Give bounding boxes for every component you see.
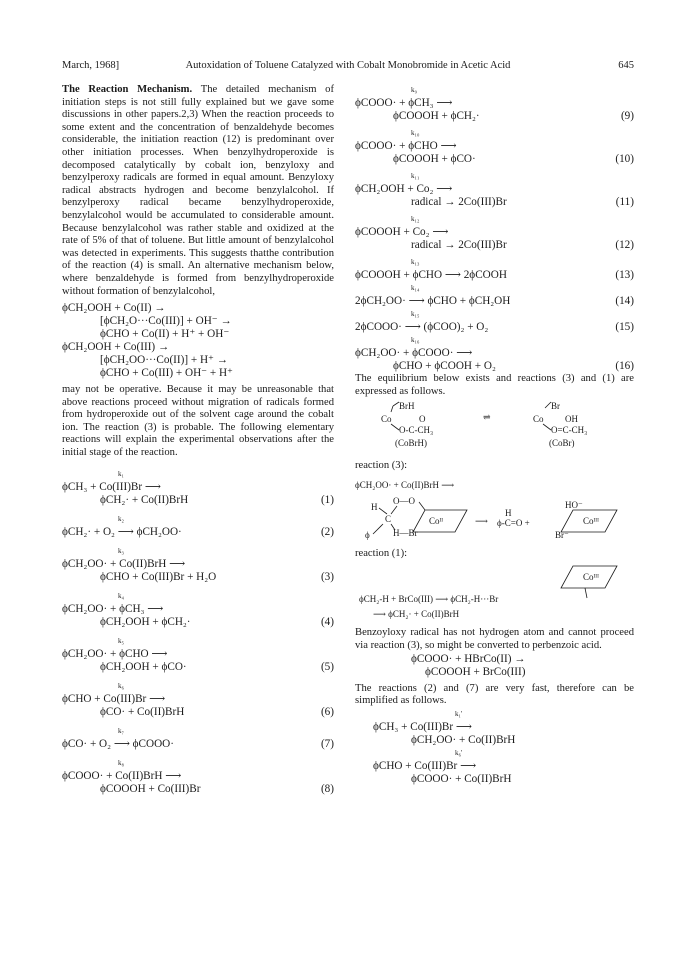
rxn-4-line-a: ϕCH₂OO· + ϕCH₃ ⟶ xyxy=(62,602,164,615)
svg-text:H—Br: H—Br xyxy=(393,527,418,538)
k16-label: k₁₆ xyxy=(411,336,420,344)
right-column xyxy=(355,84,634,786)
rxn-8-line-b: ϕCOOOH + Co(III)Br (8) xyxy=(100,782,334,795)
reaction1-scheme: ϕCH₂-H + BrCo(III) ⟶ ϕCH₂-H···Br xyxy=(359,594,499,605)
rxn-10-number: (10) xyxy=(615,153,634,165)
eq-brh-label: BrH xyxy=(399,401,415,412)
co2-label: Coᴵᴵ xyxy=(429,515,444,526)
k11-label: k₁₁ xyxy=(411,172,420,180)
rxn-7-line-a: ϕCO· + O₂ ⟶ ϕCOOO· (7) xyxy=(62,737,334,750)
k15-label: k₁₅ xyxy=(411,310,420,318)
k1p-label: k₁' xyxy=(455,709,463,718)
rxn-1-line-a: ϕCH₃ + Co(III)Br ⟶ xyxy=(62,480,161,493)
rxn-12-number: (12) xyxy=(615,239,634,251)
co3-label-r3: Coᴵᴵᴵ xyxy=(583,515,599,526)
header-date: March, 1968] xyxy=(62,60,120,71)
rxn-12-line-a: ϕCOOOH + Co₂ ⟶ xyxy=(355,226,449,238)
eq-oh-right: OH xyxy=(565,414,578,425)
perbenzoic-line-1: ϕCOOO· + HBrCo(II) → xyxy=(411,652,526,665)
k7-label: k₇ xyxy=(118,726,124,735)
alt-eq-1: ϕCH₂OOH + Co(II) → xyxy=(62,302,166,315)
svg-text:O—O: O—O xyxy=(393,495,415,506)
svg-text:C: C xyxy=(385,513,392,524)
rxn-6-number: (6) xyxy=(320,705,334,718)
rxn-4-number: (4) xyxy=(320,615,334,628)
simp-1-line-a: ϕCH₃ + Co(III)Br ⟶ xyxy=(373,720,472,733)
rxn-15-line-a: 2ϕCOOO· ⟶ (ϕCOO)₂ + O₂ (15) xyxy=(355,321,634,333)
cobr-label: (CoBr) xyxy=(549,438,575,449)
simp-2-line-b: ϕCOOO· + Co(II)BrH xyxy=(411,772,512,785)
co3-label-r1: Coᴵᴵᴵ xyxy=(583,572,599,583)
k2-label: k₂ xyxy=(118,514,124,523)
svg-text:H: H xyxy=(505,507,512,518)
rxn-11-line-b: radical → 2Co(III)Br (11) xyxy=(411,196,634,208)
rxn-15-number: (15) xyxy=(615,321,634,333)
rxn-1-line-b: ϕCH₂· + Co(II)BrH (1) xyxy=(100,493,334,506)
cobrh-label: (CoBrH) xyxy=(395,438,427,449)
alt-eq-3: ϕCHO + Co(II) + H⁺ + OH⁻ xyxy=(100,328,230,341)
alt-eq-6: ϕCHO + Co(III) + OH⁻ + H⁺ xyxy=(100,367,233,380)
rxn-2-number: (2) xyxy=(320,525,334,538)
section-heading: The Reaction Mechanism. xyxy=(62,84,193,95)
reaction3-scheme: ϕCH₂OO· + Co(II)BrH ⟶ xyxy=(355,479,455,490)
rxn-9-line-a: ϕCOOO· + ϕCH₃ ⟶ xyxy=(355,97,453,109)
rxn-13-number: (13) xyxy=(615,269,634,281)
k12-label: k₁₂ xyxy=(411,215,420,223)
eq-co-right: Co xyxy=(533,414,544,425)
svg-text:ϕ-C=O +: ϕ-C=O + xyxy=(497,517,530,528)
rxn-9-line-b: ϕCOOOH + ϕCH₂· (9) xyxy=(393,110,634,122)
reaction3-label: reaction (3): xyxy=(355,460,408,472)
eq-o-left: O xyxy=(419,414,426,425)
rxn-12-line-b: radical → 2Co(III)Br (12) xyxy=(411,239,634,251)
reaction1-structure xyxy=(355,562,634,606)
para1-text: The detailed mechanism of initiation steps is not still fully explained but we gave some discussions in other papers.2,3) When the reaction proceeds to some extent and the concentration of benzaldehyde becomes considerable, the initiation reaction (12) is predominant over other initiation processes. When benzylhydroperoxide is decomposed catalytically by cobalt ion, benzyloxy and benzylperoxy radicals are formed in equal amount. Benzyloxy radical abstracts hydrogen and become benzylalcohol. If benzylperoxy radical became benzylhydroperoxide, benzylalcohol would be accumulated to considerable amount. Because benzylalcohol was rather stable and oxidized at the rate of 5% of that of toluene. But little amount of benzylalcohol was detected in experiments. This suggests thatthe contribution of the reaction (4) is small. An alternative mechanism below, where benzaldehyde is formed from benzylhydroperoxide without formation of benzylalcohol, xyxy=(62,84,334,297)
k3-label: k₃ xyxy=(118,546,124,555)
simp-2-line-a: ϕCHO + Co(III)Br ⟶ xyxy=(373,759,477,772)
rxn-6-line-b: ϕCO· + Co(II)BrH (6) xyxy=(100,705,334,718)
left-column xyxy=(62,84,334,796)
alt-eq-4: ϕCH₂OOH + Co(III) → xyxy=(62,341,170,354)
k10-label: k₁₀ xyxy=(411,129,420,137)
rxn-10-line-a: ϕCOOO· + ϕCHO ⟶ xyxy=(355,140,457,152)
para4: Benzoyloxy radical has not hydrogen atom and cannot proceed via reaction (3), so might be converted to perbenzoic acid. xyxy=(355,627,634,651)
rxn-5-number: (5) xyxy=(320,660,334,673)
rxn-14-line-a: 2ϕCH₂OO· ⟶ ϕCHO + ϕCH₂OH (14) xyxy=(355,295,634,307)
rxn-1-number: (1) xyxy=(320,493,334,506)
mechanism-paragraph xyxy=(62,84,334,298)
rxn-10-line-b: ϕCOOOH + ϕCO· (10) xyxy=(393,153,634,165)
k8-label: k₈ xyxy=(118,758,124,767)
svg-text:H: H xyxy=(371,501,378,512)
para5: The reactions (2) and (7) are very fast, therefore can be simplified as follows. xyxy=(355,682,634,707)
rxn-2-line-a: ϕCH₂· + O₂ ⟶ ϕCH₂OO· (2) xyxy=(62,525,334,538)
rxn-5-line-b: ϕCH₂OOH + ϕCO· (5) xyxy=(100,660,334,673)
perbenzoic-line-2: ϕCOOOH + BrCo(III) xyxy=(425,665,526,678)
rxn-11-number: (11) xyxy=(615,196,634,208)
reaction1-scheme-2: ⟶ ϕCH₂· + Co(II)BrH xyxy=(373,609,460,620)
k6-label: k₆ xyxy=(118,681,124,690)
rxn-3-line-b: ϕCHO + Co(III)Br + H₂O (3) xyxy=(100,570,334,583)
equilibrium-structure xyxy=(355,400,634,458)
svg-text:HO⁻: HO⁻ xyxy=(565,499,583,510)
rxn-11-line-a: ϕCH₂OOH + Co₂ ⟶ xyxy=(355,183,453,195)
eq-co-left: Co xyxy=(381,414,392,425)
rxn-5-line-a: ϕCH₂OO· + ϕCHO ⟶ xyxy=(62,647,168,660)
rxn-9-number: (9) xyxy=(620,110,634,122)
rxn-8-number: (8) xyxy=(320,782,334,795)
svg-text:⟶: ⟶ xyxy=(475,515,488,526)
header-title: Autoxidation of Toluene Catalyzed with Cobalt Monobromide in Acetic Acid xyxy=(185,60,511,71)
page-number: 645 xyxy=(618,60,634,71)
para3: The equilibrium below exists and reactions (3) and (1) are expressed as follows. xyxy=(355,373,634,397)
svg-text:ϕ: ϕ xyxy=(365,529,370,540)
rxn-13-line-a: ϕCOOOH + ϕCHO ⟶ 2ϕCOOH (13) xyxy=(355,269,634,281)
k9-label: k₉ xyxy=(411,86,417,94)
rxn-3-number: (3) xyxy=(320,570,334,583)
svg-text:Br⁻: Br⁻ xyxy=(555,529,569,540)
k6p-label: k₆' xyxy=(455,748,463,757)
eq-ester-left: O-C-CH₃ xyxy=(399,425,434,436)
k14-label: k₁₄ xyxy=(411,284,420,292)
rxn-3-line-a: ϕCH₂OO· + Co(II)BrH ⟶ xyxy=(62,557,186,570)
equilibrium-arrow: ⇌ xyxy=(483,412,491,423)
k1-label: k₁ xyxy=(118,469,124,478)
rxn-16-number: (16) xyxy=(615,360,634,372)
rxn-7-number: (7) xyxy=(320,737,334,750)
rxn-8-line-a: ϕCOOO· + Co(II)BrH ⟶ xyxy=(62,769,182,782)
simp-1-line-b: ϕCH₂OO· + Co(II)BrH xyxy=(411,733,516,746)
rxn-16-line-b: ϕCHO + ϕCOOH + O₂ (16) xyxy=(393,360,634,372)
k13-label: k₁₃ xyxy=(411,258,420,266)
alt-eq-5: [ϕCH₂OO···Co(II)] + H⁺ → xyxy=(100,354,228,367)
k4-label: k₄ xyxy=(118,591,124,600)
reaction3-structure xyxy=(355,494,634,546)
eq-br-label: Br xyxy=(551,401,560,412)
para2: may not be operative. Because it may be unreasonable that above reactions proceed without migration of radicals formed from hydroperoxide out of the solvent cage around the cobalt ion. The reaction (3) is probable. The following elementary reactions will explain the experimental observations after the initial stage of the reaction. xyxy=(62,384,334,459)
eq-ester-right: O=C-CH₃ xyxy=(551,425,588,436)
rxn-4-line-b: ϕCH₂OOH + ϕCH₂· (4) xyxy=(100,615,334,628)
rxn-14-number: (14) xyxy=(615,295,634,307)
rxn-6-line-a: ϕCHO + Co(III)Br ⟶ xyxy=(62,692,166,705)
rxn-16-line-a: ϕCH₂OO· + ϕCOOO· ⟶ xyxy=(355,347,473,359)
reaction1-label: reaction (1): xyxy=(355,547,408,559)
k5-label: k₅ xyxy=(118,636,124,645)
alt-eq-2: [ϕCH₂O···Co(III)] + OH⁻ → xyxy=(100,315,232,328)
